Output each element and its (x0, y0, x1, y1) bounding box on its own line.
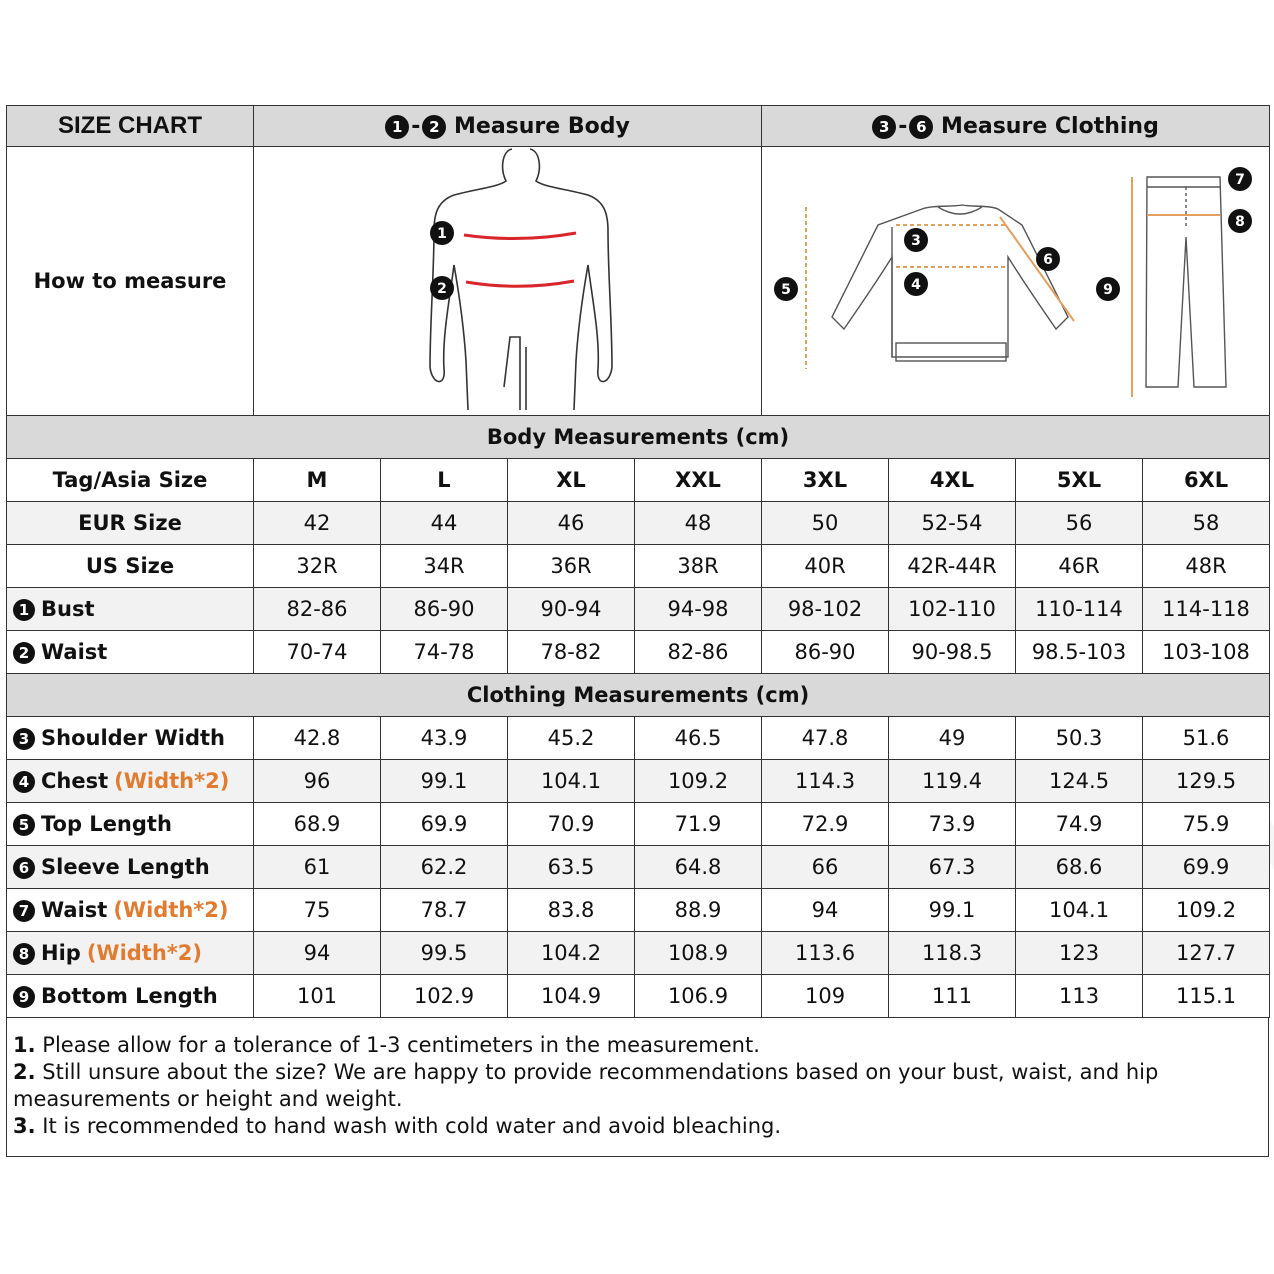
value-cell: 119.4 (889, 760, 1016, 803)
value-cell: 109 (762, 975, 889, 1018)
value-cell: 123 (1016, 932, 1143, 975)
marker-icon: 3 (13, 728, 35, 750)
value-cell: 104.2 (508, 932, 635, 975)
value-cell: 118.3 (889, 932, 1016, 975)
value-cell: 42.8 (254, 717, 381, 760)
marker-icon: 4 (13, 771, 35, 793)
value-cell: 104.1 (508, 760, 635, 803)
note-item (13, 1059, 1262, 1113)
measure-clothing-header: 3 - 6 Measure Clothing (762, 106, 1270, 147)
value-cell: 82-86 (254, 588, 381, 631)
width-note: (Width*2) (86, 941, 202, 965)
note-number: 2. (13, 1060, 36, 1084)
clothing-illustration-cell (762, 147, 1270, 416)
value-cell: 96 (254, 760, 381, 803)
table-row (7, 760, 1270, 803)
row-label-cell (7, 932, 254, 975)
chart-title: SIZE CHART (7, 106, 254, 147)
value-cell: 99.5 (381, 932, 508, 975)
value-cell: 75 (254, 889, 381, 932)
clothing-measurements (7, 717, 1270, 1018)
value-cell: 62.2 (381, 846, 508, 889)
marker-label: 9 (1103, 282, 1113, 298)
value-cell: 43.9 (381, 717, 508, 760)
row-label: Top Length (41, 812, 172, 836)
note-item (13, 1113, 1262, 1140)
value-cell: 82-86 (635, 631, 762, 674)
value-cell: 94 (254, 932, 381, 975)
note-text: Still unsure about the size? We are happy to provide recommendations based on your bust, waist, and hip measurements or height and weight. (13, 1060, 1159, 1111)
note-text: Please allow for a tolerance of 1-3 centimeters in the measurement. (42, 1033, 760, 1057)
value-cell: 102-110 (889, 588, 1016, 631)
value-cell: 101 (254, 975, 381, 1018)
value-cell: 68.9 (254, 803, 381, 846)
value-cell: 127.7 (1143, 932, 1270, 975)
table-row (7, 975, 1270, 1018)
row-label: Chest (41, 769, 109, 793)
row-label: Sleeve Length (41, 855, 210, 879)
value-cell: 71.9 (635, 803, 762, 846)
marker-icon: 6 (13, 857, 35, 879)
size-cell: 3XL (762, 459, 889, 502)
row-label-cell (7, 889, 254, 932)
value-cell: 72.9 (762, 803, 889, 846)
note-number: 1. (13, 1033, 36, 1057)
value-cell: 73.9 (889, 803, 1016, 846)
value-cell: 50 (762, 502, 889, 545)
value-cell: 78-82 (508, 631, 635, 674)
value-cell: 58 (1143, 502, 1270, 545)
value-cell: 44 (381, 502, 508, 545)
row-label: Bust (41, 597, 95, 621)
row-label-cell (7, 631, 254, 674)
row-label: US Size (85, 554, 175, 578)
value-cell: 110-114 (1016, 588, 1143, 631)
clothing-figure-icon (762, 147, 1270, 410)
size-cell: 6XL (1143, 459, 1270, 502)
note-text: It is recommended to hand wash with cold water and avoid bleaching. (42, 1114, 782, 1138)
note-item (13, 1032, 1262, 1059)
illustration-row (7, 147, 1270, 416)
size-header-row (7, 459, 1270, 502)
marker-label: 4 (911, 277, 921, 293)
size-cell: 4XL (889, 459, 1016, 502)
value-cell: 69.9 (381, 803, 508, 846)
value-cell: 108.9 (635, 932, 762, 975)
value-cell: 106.9 (635, 975, 762, 1018)
value-cell: 83.8 (508, 889, 635, 932)
body-section-title: Body Measurements (cm) (7, 416, 1270, 459)
clothing-section-row (7, 674, 1270, 717)
value-cell: 129.5 (1143, 760, 1270, 803)
marker-icon: 1 (385, 115, 409, 139)
value-cell: 115.1 (1143, 975, 1270, 1018)
value-cell: 109.2 (1143, 889, 1270, 932)
row-label: EUR Size (78, 511, 182, 535)
table-row (7, 932, 1270, 975)
value-cell: 46R (1016, 545, 1143, 588)
table-row (7, 846, 1270, 889)
value-cell: 109.2 (635, 760, 762, 803)
value-cell: 70-74 (254, 631, 381, 674)
size-cell: L (381, 459, 508, 502)
value-cell: 38R (635, 545, 762, 588)
value-cell: 99.1 (889, 889, 1016, 932)
value-cell: 103-108 (1143, 631, 1270, 674)
measure-body-label: Measure Body (454, 113, 630, 139)
marker-label: 1 (437, 226, 447, 242)
value-cell: 67.3 (889, 846, 1016, 889)
size-cell: 5XL (1016, 459, 1143, 502)
value-cell: 61 (254, 846, 381, 889)
table-row (7, 502, 1270, 545)
value-cell: 113.6 (762, 932, 889, 975)
size-chart (6, 105, 1269, 1157)
marker-icon: 6 (909, 115, 933, 139)
marker-icon: 3 (872, 115, 896, 139)
value-cell: 86-90 (381, 588, 508, 631)
value-cell: 90-98.5 (889, 631, 1016, 674)
row-label-cell (7, 760, 254, 803)
value-cell: 75.9 (1143, 803, 1270, 846)
marker-label: 3 (911, 233, 921, 249)
marker-icon: 5 (13, 814, 35, 836)
value-cell: 42R-44R (889, 545, 1016, 588)
value-cell: 47.8 (762, 717, 889, 760)
row-label-cell (7, 588, 254, 631)
marker-label: 8 (1235, 214, 1245, 230)
value-cell: 104.1 (1016, 889, 1143, 932)
value-cell: 40R (762, 545, 889, 588)
value-cell: 66 (762, 846, 889, 889)
row-label: Waist (41, 898, 108, 922)
row-label-cell (7, 502, 254, 545)
value-cell: 46 (508, 502, 635, 545)
width-note: (Width*2) (113, 898, 229, 922)
value-cell: 98-102 (762, 588, 889, 631)
measure-body-header: 1 - 2 Measure Body (254, 106, 762, 147)
size-cell: XXL (635, 459, 762, 502)
body-illustration-cell (254, 147, 762, 416)
marker-icon: 2 (422, 115, 446, 139)
row-label-cell (7, 846, 254, 889)
table-row (7, 545, 1270, 588)
value-cell: 42 (254, 502, 381, 545)
row-label: Tag/Asia Size (7, 459, 254, 502)
table-row (7, 803, 1270, 846)
width-note: (Width*2) (114, 769, 230, 793)
row-label: Bottom Length (41, 984, 218, 1008)
value-cell: 51.6 (1143, 717, 1270, 760)
value-cell: 102.9 (381, 975, 508, 1018)
value-cell: 98.5-103 (1016, 631, 1143, 674)
size-table (6, 105, 1270, 1018)
value-cell: 94 (762, 889, 889, 932)
measure-clothing-label: Measure Clothing (941, 113, 1159, 139)
value-cell: 88.9 (635, 889, 762, 932)
row-label-cell (7, 717, 254, 760)
value-cell: 46.5 (635, 717, 762, 760)
value-cell: 56 (1016, 502, 1143, 545)
marker-label: 5 (781, 282, 791, 298)
note-number: 3. (13, 1114, 36, 1138)
marker-icon: 9 (13, 986, 35, 1008)
table-row (7, 631, 1270, 674)
value-cell: 50.3 (1016, 717, 1143, 760)
value-cell: 45.2 (508, 717, 635, 760)
notes-box (6, 1018, 1269, 1157)
value-cell: 32R (254, 545, 381, 588)
value-cell: 86-90 (762, 631, 889, 674)
value-cell: 34R (381, 545, 508, 588)
marker-icon: 2 (13, 642, 35, 664)
table-row (7, 889, 1270, 932)
value-cell: 111 (889, 975, 1016, 1018)
row-label: Waist (41, 640, 108, 664)
marker-label: 6 (1043, 252, 1053, 268)
how-to-measure-label: How to measure (7, 147, 254, 416)
row-label: Hip (41, 941, 81, 965)
value-cell: 52-54 (889, 502, 1016, 545)
row-label: Shoulder Width (41, 726, 225, 750)
value-cell: 94-98 (635, 588, 762, 631)
row-label-cell (7, 975, 254, 1018)
value-cell: 114-118 (1143, 588, 1270, 631)
size-cell: M (254, 459, 381, 502)
value-cell: 36R (508, 545, 635, 588)
value-cell: 70.9 (508, 803, 635, 846)
header-row (7, 106, 1270, 147)
body-section-row (7, 416, 1270, 459)
marker-label: 7 (1235, 172, 1245, 188)
marker-icon: 1 (13, 599, 35, 621)
value-cell: 78.7 (381, 889, 508, 932)
row-label-cell (7, 803, 254, 846)
value-cell: 49 (889, 717, 1016, 760)
value-cell: 104.9 (508, 975, 635, 1018)
marker-icon: 7 (13, 900, 35, 922)
value-cell: 69.9 (1143, 846, 1270, 889)
table-row (7, 717, 1270, 760)
value-cell: 68.6 (1016, 846, 1143, 889)
body-figure-icon (254, 147, 762, 410)
clothing-section-title: Clothing Measurements (cm) (7, 674, 1270, 717)
row-label-cell (7, 545, 254, 588)
value-cell: 74.9 (1016, 803, 1143, 846)
value-cell: 124.5 (1016, 760, 1143, 803)
value-cell: 90-94 (508, 588, 635, 631)
value-cell: 99.1 (381, 760, 508, 803)
value-cell: 48R (1143, 545, 1270, 588)
value-cell: 113 (1016, 975, 1143, 1018)
value-cell: 74-78 (381, 631, 508, 674)
body-measurements (7, 459, 1270, 674)
value-cell: 64.8 (635, 846, 762, 889)
value-cell: 114.3 (762, 760, 889, 803)
marker-label: 2 (437, 281, 447, 297)
marker-icon: 8 (13, 943, 35, 965)
table-row (7, 588, 1270, 631)
value-cell: 48 (635, 502, 762, 545)
size-cell: XL (508, 459, 635, 502)
value-cell: 63.5 (508, 846, 635, 889)
